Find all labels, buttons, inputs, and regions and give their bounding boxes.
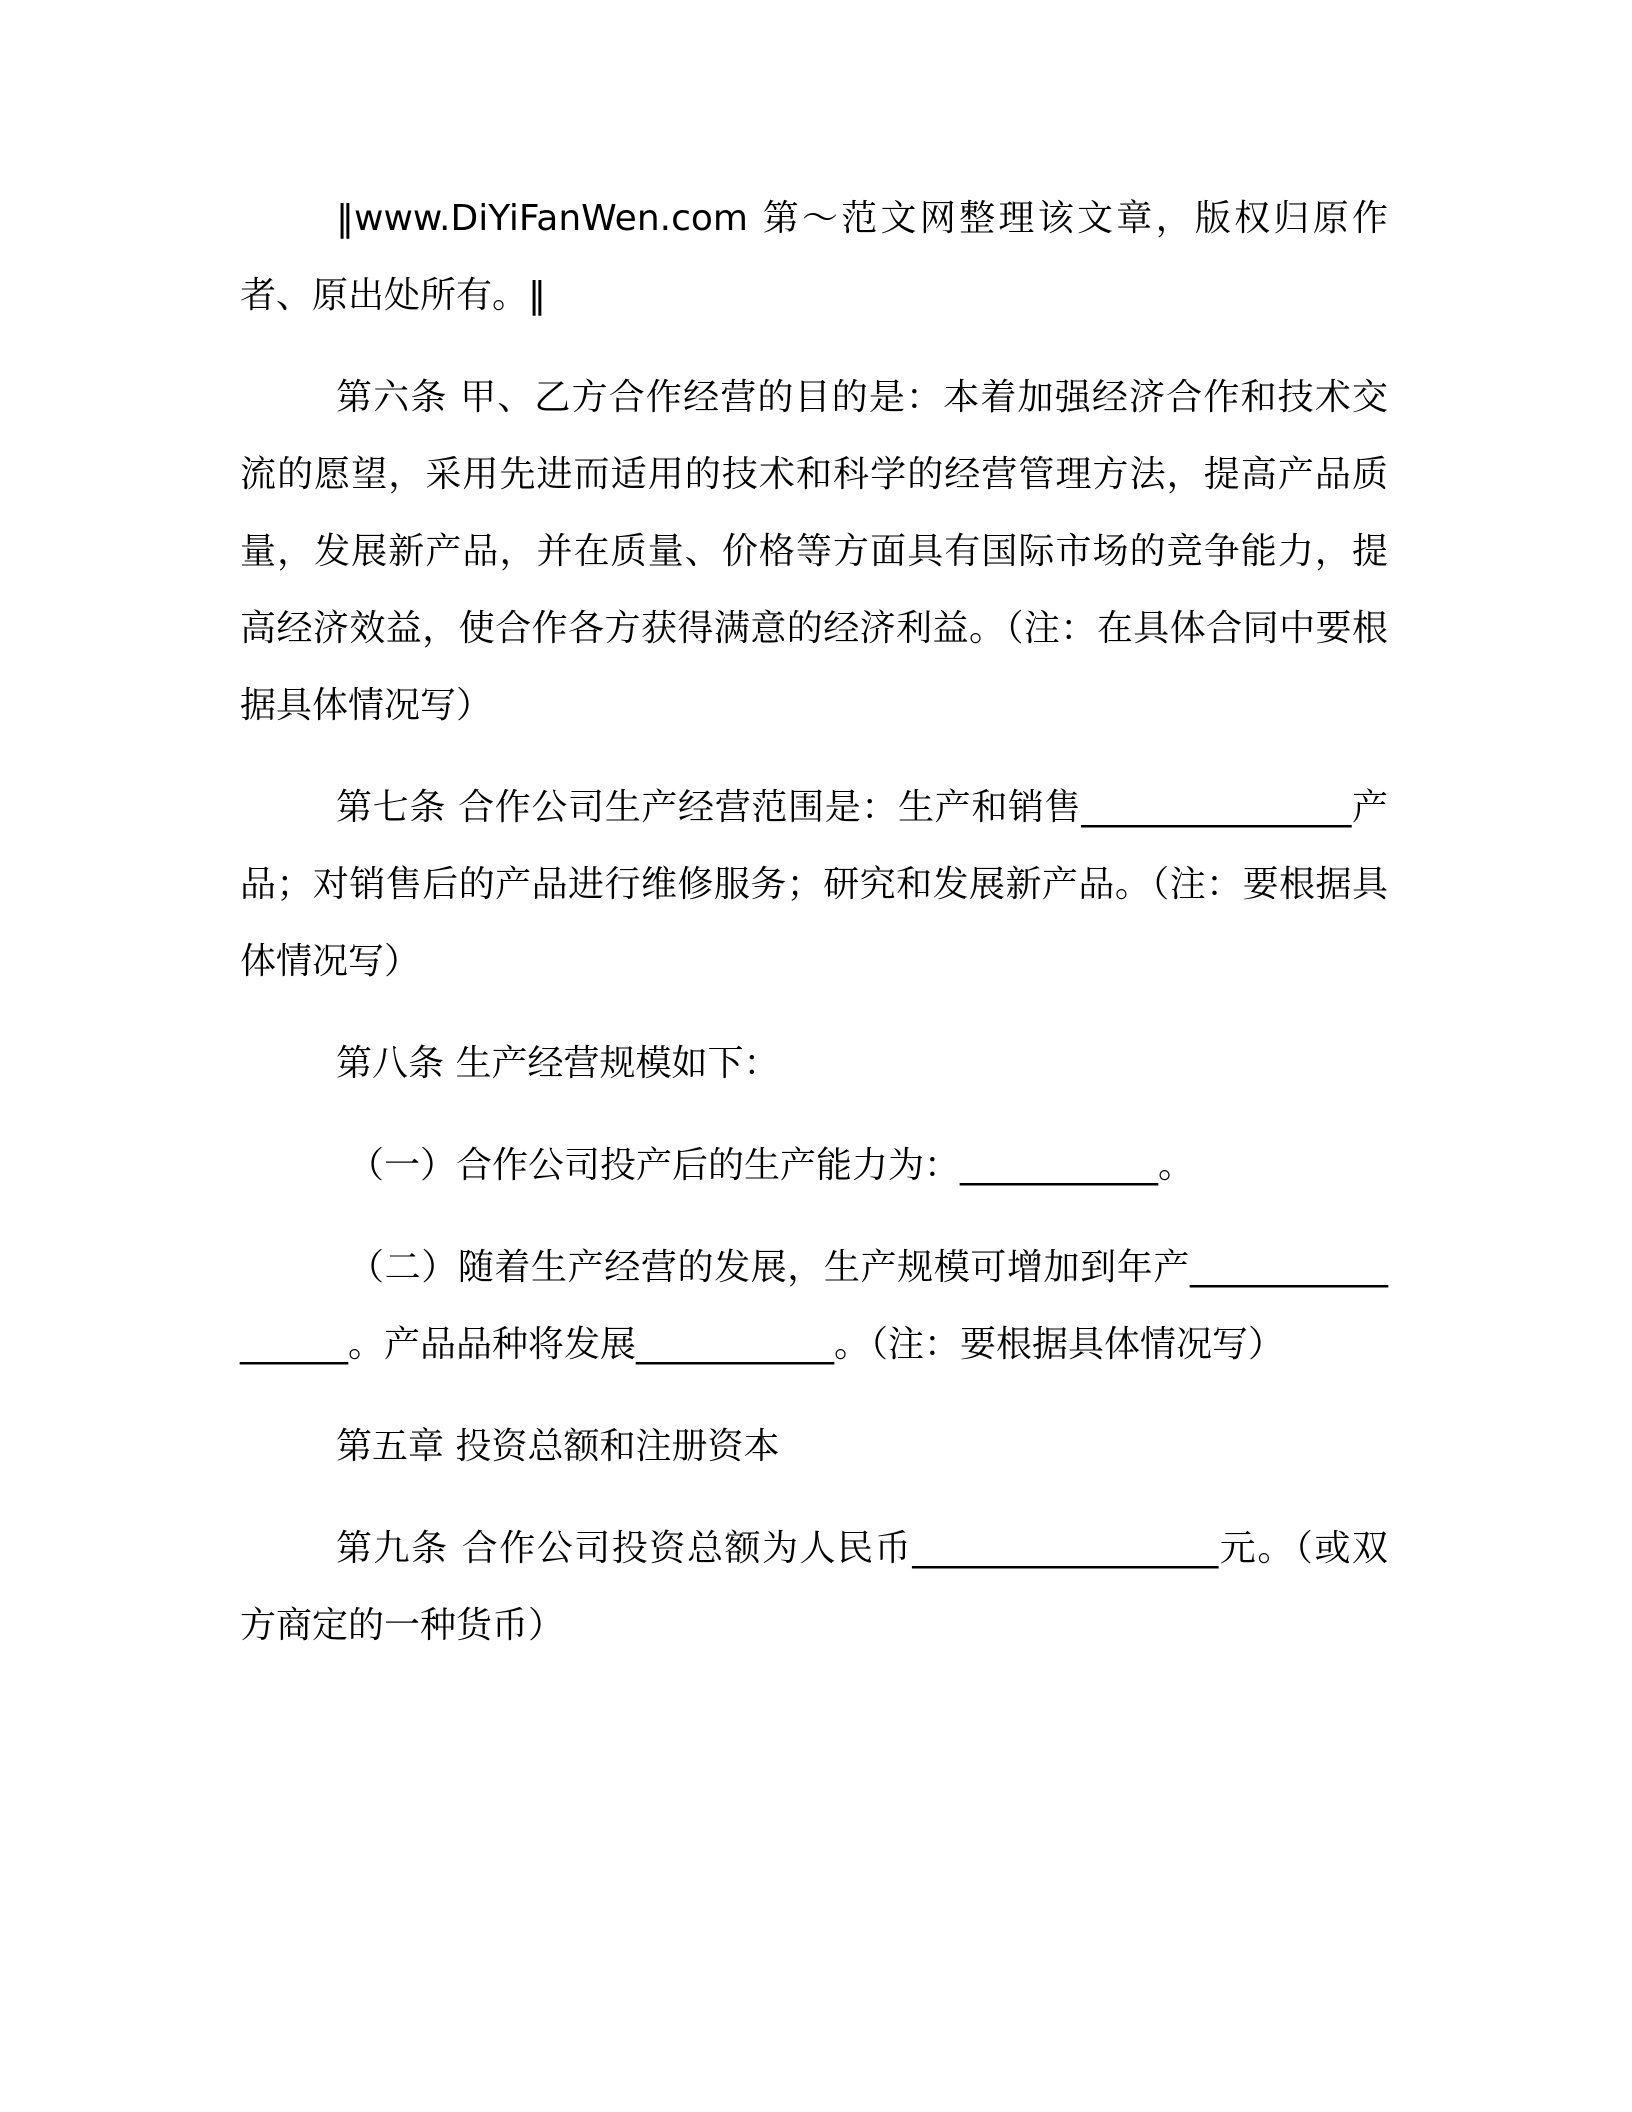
article-7: 第七条 合作公司生产经营范围是：生产和销售_______________产品；对销售后的产品进行维修服务；研究和发展新产品。（注：要根据具体情况写） — [240, 787, 1388, 982]
document-body — [240, 180, 1388, 1689]
article-9: 第九条 合作公司投资总额为人民币_________________元。（或双方商定的一种货币） — [240, 1528, 1388, 1646]
article-8: 第八条 生产经营规模如下： — [336, 1043, 780, 1084]
article-8-item-2: （二）随着生产经营的发展，生产规模可增加到年产_________________。产品品种将发展___________。（注：要根据具体情况写） — [240, 1247, 1388, 1365]
source-notice: ‖www.DiYiFanWen.com 第～范文网整理该文章，版权归原作者、原出处所有。‖ — [240, 198, 1388, 316]
article-6: 第六条 甲、乙方合作经营的目的是：本着加强经济合作和技术交流的愿望，采用先进而适用的技术和科学的经营管理方法，提高产品质量，发展新产品，并在质量、价格等方面具有国际市场的竞争能力，提高经济效益，使合作各方获得满意的经济利益。（注：在具体合同中要根据具体情况写） — [240, 377, 1388, 726]
chapter-5-heading: 第五章 投资总额和注册资本 — [336, 1426, 780, 1467]
article-8-item-1: （一）合作公司投产后的生产能力为：___________。 — [348, 1145, 1195, 1186]
